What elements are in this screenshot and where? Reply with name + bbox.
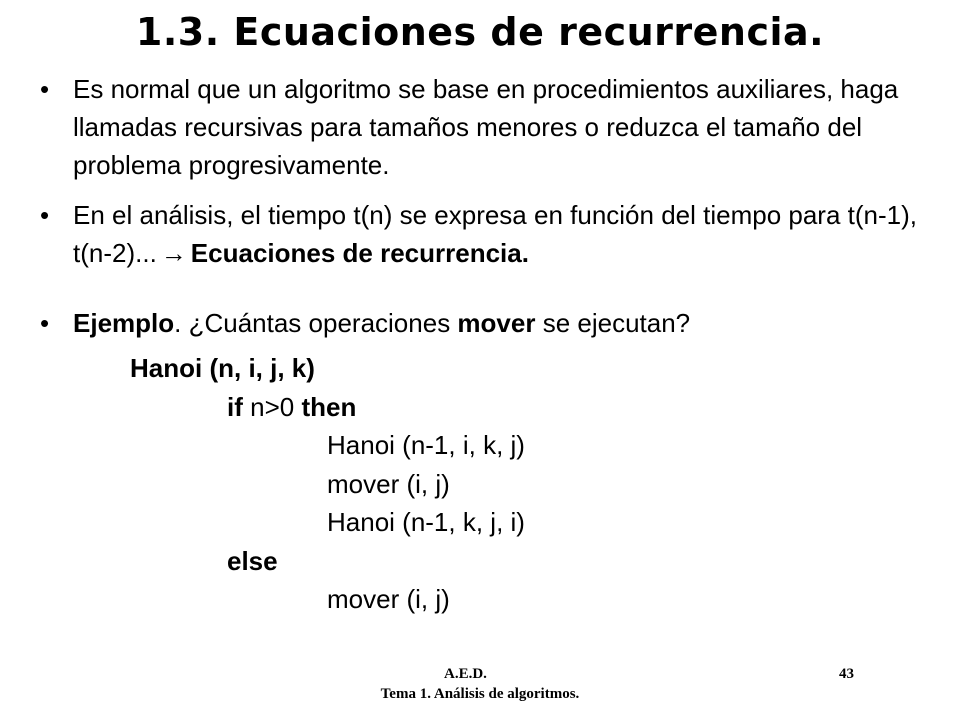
code-line-else (227, 542, 278, 580)
bullet-symbol: • (40, 74, 50, 104)
if-condition: n>0 (242, 392, 302, 422)
question-end: se ejecutan? (535, 308, 691, 338)
example-label: Ejemplo (73, 308, 175, 338)
bullet-symbol: • (40, 200, 50, 230)
if-keyword: if (227, 392, 243, 422)
right-arrow-icon: → (160, 238, 187, 268)
bullet-text (40, 304, 930, 342)
else-keyword: else (227, 546, 278, 576)
mover-keyword: mover (457, 308, 536, 338)
code-line-else-mover: mover (i, j) (327, 584, 450, 614)
bullet-text-plain: En el análisis, el tiempo t(n) se expresa en función del tiempo para t(n-1), t(n-2)... (73, 200, 917, 268)
code-line-recursive-call-2: Hanoi (n-1, k, j, i) (327, 507, 525, 537)
procedure-name: Hanoi (130, 353, 203, 383)
bullet-text-bold: Ecuaciones de recurrencia. (190, 238, 529, 268)
code-line-header (130, 349, 315, 387)
code-line-recursive-call-1: Hanoi (n-1, i, k, j) (327, 430, 525, 460)
bullet-item (40, 70, 930, 184)
question-text: . ¿Cuántas operaciones (174, 308, 458, 338)
bullet-text: Es normal que un algoritmo se base en procedimientos auxiliares, haga llamadas recursivas para tamaños menores o reduzca el tamaño del problema progresivamente. (73, 74, 899, 180)
code-line-mover: mover (i, j) (327, 469, 450, 499)
then-keyword: then (301, 392, 357, 422)
bullet-item (40, 196, 930, 272)
bullet-item (40, 304, 930, 342)
procedure-params: (n, i, j, k) (209, 353, 315, 383)
bullet-text (40, 196, 930, 272)
footer-page-number: 43 (839, 666, 854, 682)
bullet-symbol: • (40, 308, 50, 338)
footer-course: A.E.D. (444, 666, 487, 682)
footer-topic: Tema 1. Análisis de algoritmos. (380, 686, 580, 702)
code-line-if (227, 388, 356, 426)
slide-title: 1.3. Ecuaciones de recurrencia. (135, 10, 825, 54)
